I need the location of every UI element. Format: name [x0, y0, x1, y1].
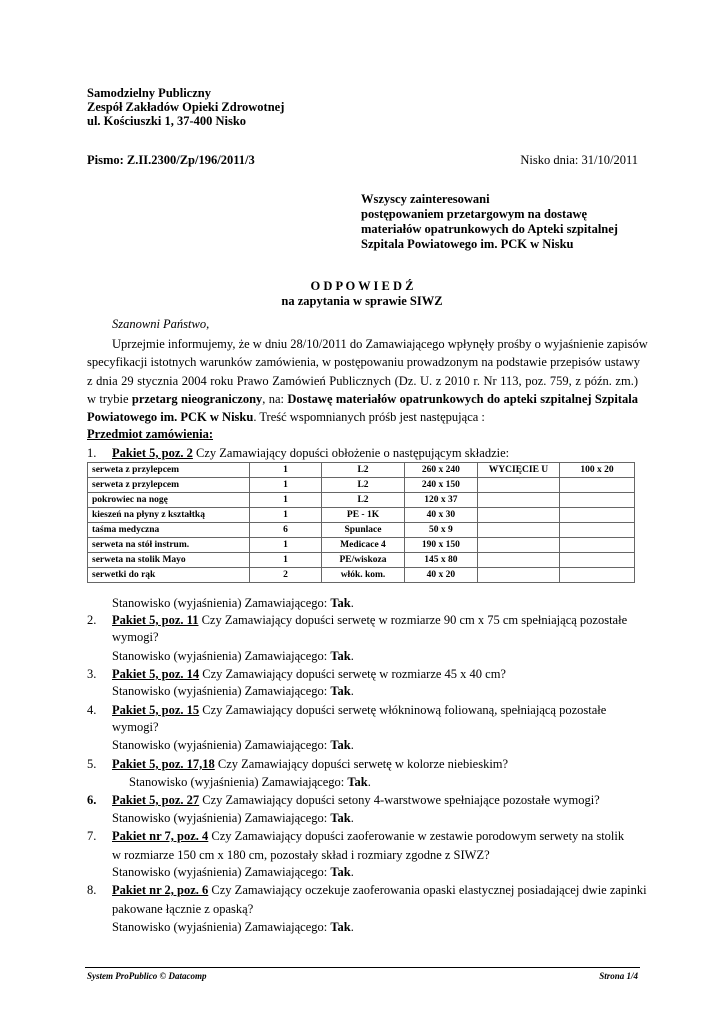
table-cell: serweta na stolik Mayo — [88, 553, 250, 568]
item-number: 5. — [87, 757, 97, 771]
table-cell: 1 — [249, 553, 322, 568]
table-row — [88, 523, 635, 538]
item-question-cont: wymogi? — [112, 720, 159, 734]
item-answer: Stanowisko (wyjaśnienia) Zamawiającego: Tak. — [129, 775, 371, 789]
table-cell: 50 x 9 — [404, 523, 477, 538]
table-cell: 190 x 150 — [404, 538, 477, 553]
item-number: 4. — [87, 703, 97, 717]
item-answer: Stanowisko (wyjaśnienia) Zamawiającego: Tak. — [112, 596, 354, 610]
item-number: 8. — [87, 883, 97, 897]
item-question: Pakiet nr 7, poz. 4 Czy Zamawiający dopuści zaoferowanie w zestawie porodowym serwety na stolik — [112, 829, 625, 843]
paragraph-line: w trybie przetarg nieograniczony, na: Dostawę materiałów opatrunkowych do apteki szpitalnej Szpitala — [87, 392, 638, 406]
table-cell — [559, 553, 634, 568]
composition-table — [87, 462, 635, 583]
table-row — [88, 463, 635, 478]
item-question: Pakiet 5, poz. 2 Czy Zamawiający dopuści obłożenie o następującym składzie: — [112, 446, 510, 460]
table-cell — [559, 508, 634, 523]
table-row — [88, 508, 635, 523]
table-row — [88, 478, 635, 493]
table-cell: 120 x 37 — [404, 493, 477, 508]
table-cell: serweta na stół instrum. — [88, 538, 250, 553]
sender-line: Samodzielny Publiczny — [87, 86, 211, 100]
table-cell: 1 — [249, 478, 322, 493]
table-row — [88, 493, 635, 508]
footer-system: System ProPublico © Datacomp — [87, 971, 207, 981]
table-cell: 1 — [249, 508, 322, 523]
paragraph-line: Powiatowego im. PCK w Nisku. Treść wspomnianych próśb jest następująca : — [87, 410, 485, 424]
table-cell — [559, 493, 634, 508]
table-cell: L2 — [322, 478, 404, 493]
addressee-line: Wszyscy zainteresowani — [361, 192, 490, 206]
section-heading: Przedmiot zamówienia: — [87, 427, 214, 441]
table-cell — [559, 478, 634, 493]
table-row — [88, 553, 635, 568]
table-cell: 145 x 80 — [404, 553, 477, 568]
item-question: Pakiet 5, poz. 17,18 Czy Zamawiający dopuści serwetę w kolorze niebieskim? — [112, 757, 509, 771]
item-question: Pakiet 5, poz. 27 Czy Zamawiający dopuści setony 4-warstwowe spełniające pozostałe wymogi? — [112, 793, 600, 807]
table-cell: taśma medyczna — [88, 523, 250, 538]
letter-date: Nisko dnia: 31/10/2011 — [520, 153, 638, 167]
item-answer: Stanowisko (wyjaśnienia) Zamawiającego: Tak. — [112, 738, 354, 752]
document-subtitle: na zapytania w sprawie SIWZ — [281, 294, 443, 308]
table-cell — [477, 508, 559, 523]
addressee-line: materiałów opatrunkowych do Apteki szpitalnej — [361, 222, 618, 236]
table-cell: 40 x 20 — [404, 568, 477, 583]
sender-line: Zespół Zakładów Opieki Zdrowotnej — [87, 100, 285, 114]
table-cell — [559, 523, 634, 538]
table-cell: L2 — [322, 493, 404, 508]
table-cell — [477, 538, 559, 553]
paragraph-line: z dnia 29 stycznia 2004 roku Prawo Zamówień Publicznych (Dz. U. z 2010 r. Nr 113, poz. 759, z późn. zm.) — [87, 374, 638, 388]
footer-page-number: Strona 1/4 — [599, 971, 638, 981]
table-cell: 40 x 30 — [404, 508, 477, 523]
table-cell: Spunlace — [322, 523, 404, 538]
table-cell: 1 — [249, 538, 322, 553]
item-answer: Stanowisko (wyjaśnienia) Zamawiającego: Tak. — [112, 920, 354, 934]
item-answer: Stanowisko (wyjaśnienia) Zamawiającego: Tak. — [112, 684, 354, 698]
table-cell — [477, 568, 559, 583]
table-row — [88, 538, 635, 553]
item-number: 2. — [87, 613, 97, 627]
table-cell — [477, 523, 559, 538]
table-cell: kieszeń na płyny z kształtką — [88, 508, 250, 523]
addressee-line: Szpitala Powiatowego im. PCK w Nisku — [361, 237, 574, 251]
item-question-cont: w rozmiarze 150 cm x 180 cm, pozostały skład i rozmiary zgodne z SIWZ? — [112, 848, 490, 862]
item-number: 3. — [87, 667, 97, 681]
table-cell: serwetki do rąk — [88, 568, 250, 583]
footer-divider — [85, 967, 640, 968]
reference-number: Pismo: Z.II.2300/Zp/196/2011/3 — [87, 153, 255, 167]
table-cell: Medicace 4 — [322, 538, 404, 553]
table-cell: serweta z przylepcem — [88, 478, 250, 493]
table-cell: PE/wiskoza — [322, 553, 404, 568]
sender-line: ul. Kościuszki 1, 37-400 Nisko — [87, 114, 247, 128]
table-cell — [559, 568, 634, 583]
table-cell — [477, 493, 559, 508]
table-cell: włók. kom. — [322, 568, 404, 583]
table-cell: 260 x 240 — [404, 463, 477, 478]
table-cell: 2 — [249, 568, 322, 583]
table-cell: 1 — [249, 463, 322, 478]
item-question-cont: pakowane łącznie z opaską? — [112, 902, 254, 916]
greeting: Szanowni Państwo, — [112, 317, 210, 331]
table-cell: 100 x 20 — [559, 463, 634, 478]
item-question: Pakiet 5, poz. 14 Czy Zamawiający dopuści serwetę w rozmiarze 45 x 40 cm? — [112, 667, 506, 681]
table-cell — [559, 538, 634, 553]
table-cell: 240 x 150 — [404, 478, 477, 493]
paragraph-line: Uprzejmie informujemy, że w dniu 28/10/2011 do Zamawiającego wpłynęły prośby o wyjaśnienie zapisów — [112, 337, 648, 351]
item-question: Pakiet 5, poz. 11 Czy Zamawiający dopuści serwetę w rozmiarze 90 cm x 75 cm spełniającą pozostałe — [112, 613, 628, 627]
item-number: 6. — [87, 793, 97, 807]
item-number: 1. — [87, 446, 97, 460]
paragraph-line: specyfikacji istotnych warunków zamówienia, w postępowaniu prowadzonym na podstawie przepisów ustawy — [87, 355, 640, 369]
table-cell: 6 — [249, 523, 322, 538]
item-answer: Stanowisko (wyjaśnienia) Zamawiającego: Tak. — [112, 811, 354, 825]
table-cell: PE - 1K — [322, 508, 404, 523]
table-cell — [477, 553, 559, 568]
item-question-cont: wymogi? — [112, 630, 159, 644]
table-cell — [477, 478, 559, 493]
table-cell: pokrowiec na nogę — [88, 493, 250, 508]
item-question: Pakiet 5, poz. 15 Czy Zamawiający dopuści serwetę włókninową foliowaną, spełniającą pozostałe — [112, 703, 607, 717]
table-cell: L2 — [322, 463, 404, 478]
item-number: 7. — [87, 829, 97, 843]
item-question: Pakiet nr 2, poz. 6 Czy Zamawiający oczekuje zaoferowania opaski elastycznej posiadającej dwie zapinki — [112, 883, 647, 897]
document-title: O D P O W I E D Ź — [310, 279, 414, 293]
addressee-line: postępowaniem przetargowym na dostawę — [361, 207, 588, 221]
table-cell: serweta z przylepcem — [88, 463, 250, 478]
item-answer: Stanowisko (wyjaśnienia) Zamawiającego: Tak. — [112, 865, 354, 879]
table-cell: WYCIĘCIE U — [477, 463, 559, 478]
table-cell: 1 — [249, 493, 322, 508]
item-answer: Stanowisko (wyjaśnienia) Zamawiającego: Tak. — [112, 649, 354, 663]
table-row — [88, 568, 635, 583]
